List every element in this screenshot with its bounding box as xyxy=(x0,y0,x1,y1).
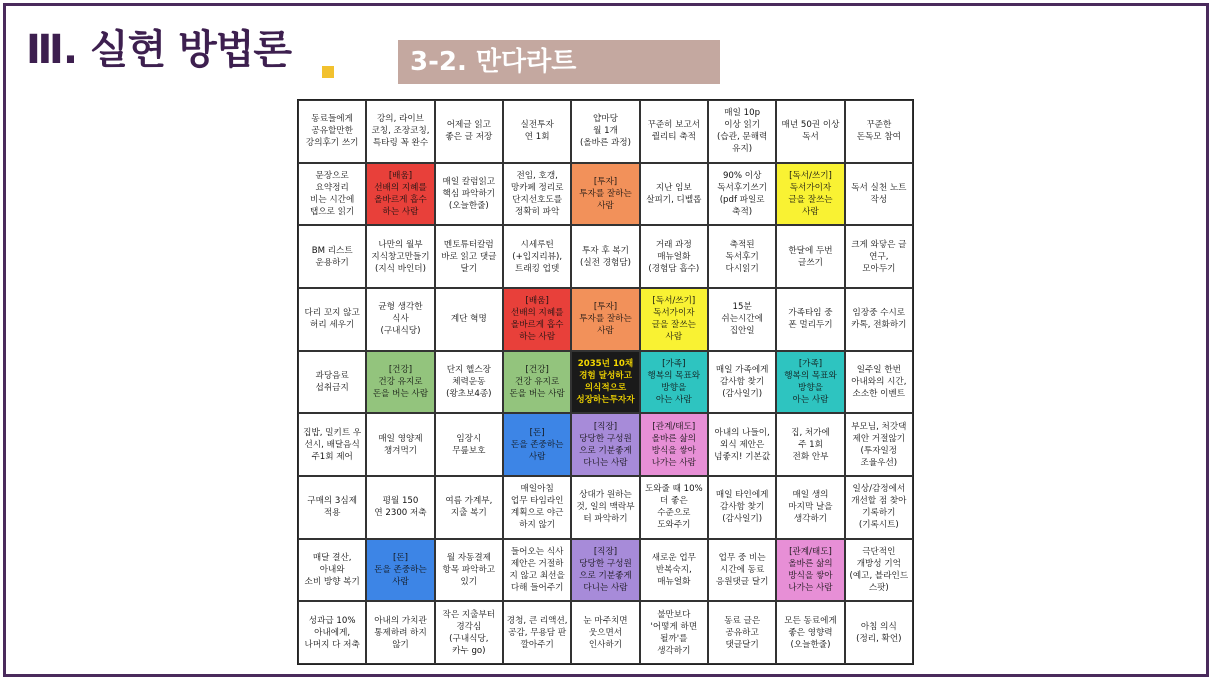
mandalart-cell-r4-c9: 임장중 수시로 카톡, 전화하기 xyxy=(845,288,913,351)
mandalart-cell-r4-c5: [투자] 투자를 잘하는 사람 xyxy=(571,288,639,351)
mandalart-cell-r1-c7: 매일 10p 이상 읽기 (습관, 문해력 유지) xyxy=(708,100,776,163)
mandalart-cell-r9-c9: 아침 의식 (정리, 확언) xyxy=(845,601,913,664)
mandalart-cell-r6-c1: 집밥, 밀키트 우 선시, 배달음식 주1회 제어 xyxy=(298,413,366,476)
mandalart-cell-r5-c4: [건강] 건강 유지로 돈을 버는 사람 xyxy=(503,351,571,414)
mandalart-cell-r5-c8: [가족] 행복의 목표와 방향을 아는 사람 xyxy=(776,351,844,414)
mandalart-cell-r9-c7: 동료 글은 공유하고 댓글달기 xyxy=(708,601,776,664)
mandalart-cell-r7-c5: 상대가 원하는 것, 일의 맥락부 터 파악하기 xyxy=(571,476,639,539)
mandalart-cell-r8-c6: 새로운 업무 반복숙지, 매뉴얼화 xyxy=(640,539,708,602)
mandalart-cell-r8-c4: 들어오는 식사 제안은 거절하 지 않고 최선을 다해 들어주기 xyxy=(503,539,571,602)
mandalart-cell-r9-c2: 아내의 가치관 통제하려 하지 않기 xyxy=(366,601,434,664)
mandalart-cell-r9-c4: 경청, 큰 리액션, 공감, 무용담 판 깔아주기 xyxy=(503,601,571,664)
mandalart-cell-r3-c5: 투자 후 복기 (실전 경험담) xyxy=(571,225,639,288)
mandalart-cell-r7-c4: 매일아침 업무 타임라인 계획으로 야근 하지 않기 xyxy=(503,476,571,539)
mandalart-cell-r3-c1: BM 리스트 운용하기 xyxy=(298,225,366,288)
mandalart-cell-r1-c9: 꾸준한 돈독모 참여 xyxy=(845,100,913,163)
mandalart-cell-r4-c3: 계단 혁명 xyxy=(435,288,503,351)
mandalart-cell-r8-c9: 극단적인 개방성 기억 (예고, 블라인드 스팟) xyxy=(845,539,913,602)
mandalart-cell-r6-c4: [돈] 돈을 존중하는 사람 xyxy=(503,413,571,476)
mandalart-cell-r2-c8: [독서/쓰기] 독서가이자 글을 잘쓰는 사람 xyxy=(776,163,844,226)
mandalart-cell-r6-c8: 집, 처가에 주 1회 전화 안부 xyxy=(776,413,844,476)
mandalart-cell-r6-c6: [관계/태도] 올바른 삶의 방식을 쌓아 나가는 사람 xyxy=(640,413,708,476)
mandalart-cell-r8-c1: 매달 결산, 아내와 소비 방향 복기 xyxy=(298,539,366,602)
mandalart-cell-r2-c3: 매일 칼럼읽고 핵심 파악하기 (오늘한줄) xyxy=(435,163,503,226)
mandalart-grid xyxy=(297,99,914,665)
mandalart-cell-r7-c7: 매일 타인에게 감사함 찾기 (감사일기) xyxy=(708,476,776,539)
mandalart-cell-r2-c4: 전임, 호갱, 망카페 정리로 단지선호도를 정확히 파악 xyxy=(503,163,571,226)
mandalart-cell-r3-c2: 나만의 월부 지식창고만들기 (지식 바인더) xyxy=(366,225,434,288)
slide-title: Ⅲ. 실현 방법론 xyxy=(26,27,292,73)
mandalart-cell-r5-c9: 일주일 한번 아내와의 시간, 소소한 이벤트 xyxy=(845,351,913,414)
mandalart-cell-r8-c7: 업무 중 비는 시간에 동료 응원댓글 달기 xyxy=(708,539,776,602)
title-accent-square xyxy=(322,66,334,78)
mandalart-cell-r9-c8: 모든 동료에게 좋은 영향력 (오늘한줄) xyxy=(776,601,844,664)
mandalart-cell-r2-c6: 지난 임보 살피기, 디벨롭 xyxy=(640,163,708,226)
mandalart-cell-r1-c1: 동료들에게 공유할만한 강의후기 쓰기 xyxy=(298,100,366,163)
mandalart-cell-r4-c7: 15분 쉬는시간에 집안일 xyxy=(708,288,776,351)
mandalart-cell-r1-c5: 얍마당 월 1개 (올바른 과정) xyxy=(571,100,639,163)
mandalart-cell-r4-c1: 다리 꼬지 않고 허리 세우기 xyxy=(298,288,366,351)
mandalart-cell-r8-c2: [돈] 돈을 존중하는 사람 xyxy=(366,539,434,602)
mandalart-cell-r7-c3: 여름 가계부, 지출 복기 xyxy=(435,476,503,539)
mandalart-cell-r3-c9: 크게 와닿은 글 연구, 모아두기 xyxy=(845,225,913,288)
mandalart-cell-r5-c3: 단지 헬스장 체력운동 (왕초보4종) xyxy=(435,351,503,414)
mandalart-cell-r7-c8: 매일 생의 마지막 날을 생각하기 xyxy=(776,476,844,539)
mandalart-cell-r3-c3: 멘토튜터칼럼 바로 읽고 댓글 달기 xyxy=(435,225,503,288)
mandalart-cell-r8-c8: [관계/태도] 올바른 삶의 방식을 쌓아 나가는 사람 xyxy=(776,539,844,602)
mandalart-cell-r2-c1: 문장으로 요약정리 비는 시간에 탭으로 읽기 xyxy=(298,163,366,226)
mandalart-cell-r5-c2: [건강] 건강 유지로 돈을 버는 사람 xyxy=(366,351,434,414)
mandalart-cell-r3-c6: 거래 과정 매뉴얼화 (경험담 흡수) xyxy=(640,225,708,288)
mandalart-cell-r6-c2: 매일 영양제 챙겨먹기 xyxy=(366,413,434,476)
mandalart-cell-r1-c3: 어제글 읽고 좋은 글 저장 xyxy=(435,100,503,163)
mandalart-cell-r1-c8: 매년 50권 이상 독서 xyxy=(776,100,844,163)
mandalart-cell-r4-c6: [독서/쓰기] 독서가이자 글을 잘쓰는 사람 xyxy=(640,288,708,351)
mandalart-cell-r5-c7: 매일 가족에게 감사함 찾기 (감사일기) xyxy=(708,351,776,414)
mandalart-cell-r4-c2: 균형 생각한 식사 (구내식당) xyxy=(366,288,434,351)
mandalart-cell-r6-c5: [직장] 당당한 구성원 으로 기분좋게 다니는 사람 xyxy=(571,413,639,476)
mandalart-cell-r6-c7: 아내의 나들이, 외식 제안은 넘좋지! 기본값 xyxy=(708,413,776,476)
mandalart-cell-r7-c2: 평월 150 연 2300 저축 xyxy=(366,476,434,539)
mandalart-cell-r7-c6: 도와줄 때 10% 더 좋은 수준으로 도와주기 xyxy=(640,476,708,539)
mandalart-cell-r8-c3: 월 자동결제 항목 파악하고 있기 xyxy=(435,539,503,602)
mandalart-cell-r7-c1: 구매의 3심제 적용 xyxy=(298,476,366,539)
mandalart-cell-r2-c9: 독서 실천 노트 작성 xyxy=(845,163,913,226)
mandalart-cell-r3-c8: 한달에 두번 글쓰기 xyxy=(776,225,844,288)
mandalart-cell-r9-c6: 불만보다 '어떻게 하면 될까'를 생각하기 xyxy=(640,601,708,664)
mandalart-cell-r1-c4: 실전투자 연 1회 xyxy=(503,100,571,163)
mandalart-cell-r4-c4: [배움] 선배의 지혜를 올바르게 흡수 하는 사람 xyxy=(503,288,571,351)
mandalart-cell-r9-c1: 성과급 10% 아내에게, 나머지 다 저축 xyxy=(298,601,366,664)
mandalart-cell-r2-c5: [투자] 투자를 잘하는 사람 xyxy=(571,163,639,226)
mandalart-cell-r3-c7: 축적된 독서후기 다시읽기 xyxy=(708,225,776,288)
mandalart-cell-r8-c5: [직장] 당당한 구성원 으로 기분좋게 다니는 사람 xyxy=(571,539,639,602)
mandalart-cell-r9-c3: 작은 지출부터 경각심 (구내식당, 카누 go) xyxy=(435,601,503,664)
mandalart-cell-r7-c9: 일상/감정에서 개선할 점 찾아 기록하기 (기록시트) xyxy=(845,476,913,539)
mandalart-cell-r6-c3: 임장시 무릎보호 xyxy=(435,413,503,476)
mandalart-cell-r1-c6: 꾸준히 보고서 퀄리티 축적 xyxy=(640,100,708,163)
mandalart-cell-r5-c5: 2035년 10채 경험 달성하고 의식적으로 성장하는투자자 xyxy=(571,351,639,414)
mandalart-cell-r6-c9: 부모님, 처갓댁 제안 거절않기 (투자일정 조율우선) xyxy=(845,413,913,476)
mandalart-cell-r3-c4: 시세루틴 (+입지리뷰), 트래킹 업뎃 xyxy=(503,225,571,288)
mandalart-cell-r9-c5: 눈 마주치면 웃으면서 인사하기 xyxy=(571,601,639,664)
section-subtitle-badge: 3-2. 만다라트 xyxy=(398,40,720,84)
mandalart-cell-r2-c2: [배움] 선배의 지혜를 올바르게 흡수 하는 사람 xyxy=(366,163,434,226)
mandalart-cell-r5-c6: [가족] 행복의 목표와 방향을 아는 사람 xyxy=(640,351,708,414)
mandalart-cell-r2-c7: 90% 이상 독서후기쓰기 (pdf 파일로 축적) xyxy=(708,163,776,226)
mandalart-cell-r5-c1: 과당음료 섭취금지 xyxy=(298,351,366,414)
mandalart-cell-r1-c2: 강의, 라이브 코칭, 조장코칭, 특타링 꼭 완수 xyxy=(366,100,434,163)
mandalart-cell-r4-c8: 가족타임 중 폰 멀리두기 xyxy=(776,288,844,351)
